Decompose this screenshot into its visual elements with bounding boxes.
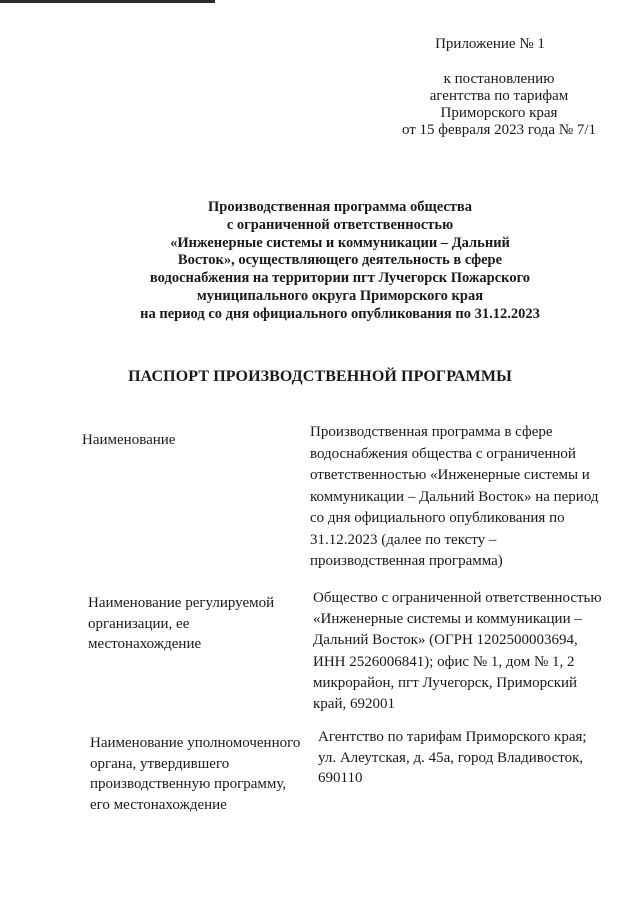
row-value-line: со дня официального опубликования по: [310, 510, 565, 526]
row-value-line: производственная программа): [310, 553, 503, 569]
row-value-line: 690110: [318, 770, 363, 786]
program-title: [120, 199, 560, 324]
row-value-line: микрорайон, пгт Лучегорск, Приморский: [313, 674, 578, 691]
appendix-line: Приморского края: [440, 105, 558, 121]
appendix-line: агентства по тарифам: [429, 88, 569, 104]
title-line: на период со дня официального опубликования по 31.12.2023: [140, 305, 540, 322]
title-line: «Инженерные системы и коммуникации – Дальний: [170, 234, 510, 251]
row-value: [313, 588, 613, 715]
row-label-line: организации, ее: [88, 615, 190, 632]
appendix-line: от 15 февраля 2023 года № 7/1: [401, 122, 597, 138]
row-label-line: местонахождение: [88, 636, 202, 652]
title-line: с ограниченной ответственностью: [226, 216, 454, 233]
row-value-line: Производственная программа в сфере: [310, 424, 553, 440]
row-value: [318, 727, 618, 789]
title-line: Восток», осуществляющего деятельность в сфере: [177, 252, 503, 269]
scan-edge-mark: [0, 0, 215, 3]
row-value-line: Общество с ограниченной ответственностью: [313, 590, 602, 606]
row-label: [90, 733, 315, 815]
appendix-block: [370, 36, 610, 139]
title-line: муниципального округа Приморского края: [196, 287, 484, 304]
row-value-line: водоснабжения общества с ограниченной: [310, 445, 576, 462]
row-value-line: Агентство по тарифам Приморского края;: [318, 729, 587, 745]
row-label-line: органа, утвердившего: [90, 755, 230, 772]
appendix-line: к постановлению: [443, 71, 555, 87]
row-value: [310, 422, 610, 573]
row-label-line: Наименование регулируемой: [88, 595, 275, 611]
row-value-line: край, 692001: [313, 696, 395, 713]
title-line: водоснабжения на территории пгт Лучегорск Пожарского: [149, 270, 531, 287]
row-label-line: его местонахождение: [90, 796, 227, 813]
row-value-line: 31.12.2023 (далее по тексту –: [310, 531, 497, 548]
passport-heading: ПАСПОРТ ПРОИЗВОДСТВЕННОЙ ПРОГРАММЫ: [128, 368, 512, 385]
row-label-line: Наименование уполномоченного: [90, 735, 301, 751]
title-line: Производственная программа общества: [207, 199, 473, 215]
row-value-line: ответственностью «Инженерные системы и: [310, 467, 590, 483]
appendix-gap: [370, 53, 610, 71]
row-value-line: ул. Алеутская, д. 45а, город Владивосток,: [318, 749, 584, 766]
row-label-line: производственную программу,: [90, 776, 287, 792]
row-value-line: ИНН 2526006841); офис № 1, дом № 1, 2: [313, 653, 575, 670]
appendix-number: Приложение № 1: [435, 36, 545, 52]
appendix-reference: [370, 71, 610, 139]
row-label: [82, 430, 307, 451]
row-label: [88, 593, 313, 655]
row-value-line: коммуникации – Дальний Восток» на период: [310, 488, 599, 505]
row-value-line: «Инженерные системы и коммуникации –: [313, 611, 582, 628]
row-value-line: Дальний Восток» (ОГРН 1202500003694,: [313, 632, 578, 649]
row-label-line: Наименование: [82, 432, 176, 448]
